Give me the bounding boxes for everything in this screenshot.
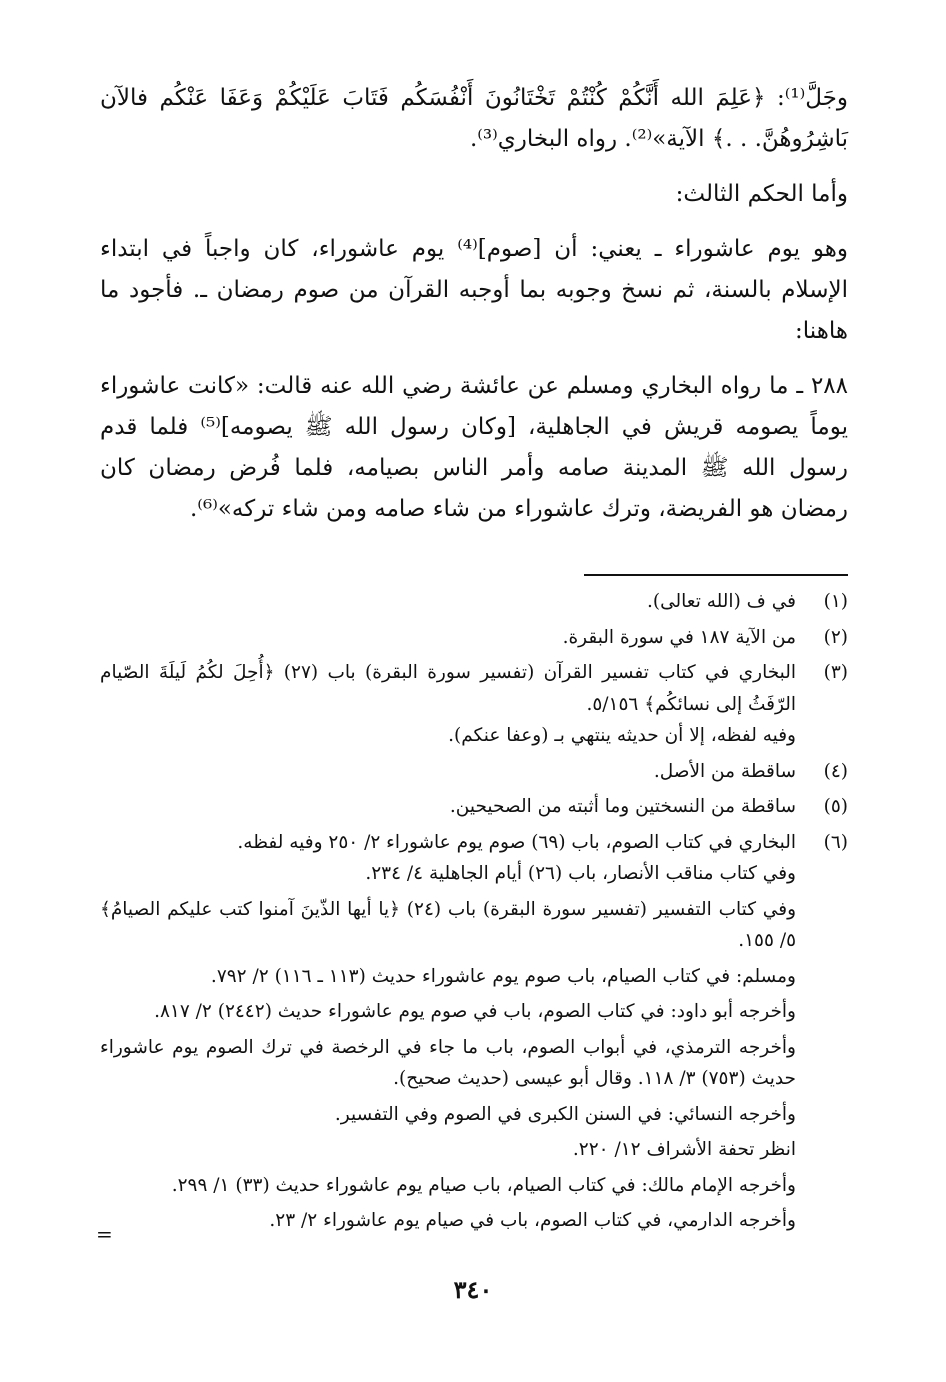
footnote-text: ساقطة من النسختين وما أثبته من الصحيحين. xyxy=(449,796,796,817)
footnote-number: (٣) xyxy=(823,662,848,683)
footnote-5 xyxy=(100,791,848,823)
footnote-continuation: وأخرجه النسائي: في السنن الكبرى في الصوم وفي التفسير. xyxy=(334,1103,796,1125)
paragraph-ashura-ruling: وهو يوم عاشوراء ـ يعني: أن [صوم]⁽⁴⁾ يوم عاشوراء، كان واجباً في ابتداء الإسلام بالسنة، ثم نسخ وجوبه بما أوجبه القرآن من صوم رمضان ـ. فأجود ما هاهنا: xyxy=(100,236,848,344)
footnote-number: (٢) xyxy=(823,626,848,648)
footnote-continuation: وأخرجه الدارمي، في كتاب الصوم، باب في صيام يوم عاشوراء ٢/ ٢٣. xyxy=(269,1210,796,1231)
footnote-text: في ف (الله تعالى). xyxy=(647,591,796,612)
footnote-text: البخاري في كتاب تفسير القرآن (تفسير سورة البقرة) باب (٢٧) ﴿أُحِلَ لكُمُ لَيلَةَ الصّيام الرّفَثُ إلى نسائكُم﴾ ٥/١٥٦. xyxy=(100,662,797,715)
footnote-text: وفي كتاب مناقب الأنصار، باب (٢٦) أيام الجاهلية ٤/ ٢٣٤. xyxy=(365,863,796,884)
footnote-6 xyxy=(100,827,848,890)
footnote-divider xyxy=(584,574,848,576)
footnote-number: (٤) xyxy=(823,760,848,782)
footnote-text: وفيه لفظه، إلا أن حديثه ينتهي بـ (وعفا عنكم). xyxy=(448,725,796,746)
footnotes xyxy=(100,586,848,1241)
footnote-continuation: ومسلم: في كتاب الصيام، باب صوم يوم عاشوراء حديث (١١٣ ـ ١١٦) ٢/ ٧٩٢. xyxy=(210,965,796,987)
page-number: ٣٤٠ xyxy=(453,1275,493,1304)
footnote-number: (٦) xyxy=(823,831,848,853)
paragraph-quran-verse: وجَلَّ⁽¹⁾: ﴿عَلِمَ الله أَنَّكُمْ كُنْتُمْ تَخْتَانُونَ أَنْفُسَكُم فَتَابَ عَلَيْكُمْ وَعَفَا عَنْكُم فالآن بَاشِرُوهُنَّ. . .﴾ الآية»⁽²⁾. رواه البخاري⁽³⁾. xyxy=(100,85,848,152)
continuation-mark: = xyxy=(96,1222,113,1246)
footnote-continuation: انظر تحفة الأشراف ١٢/ ٢٢٠. xyxy=(572,1139,796,1160)
footnote-continuation: وفي كتاب التفسير (تفسير سورة البقرة) باب (٢٤) ﴿يا أيها الذّينَ آمنوا كتب عليكم الصيامُ﴾ ٥/ ١٥٥. xyxy=(100,898,796,951)
footnote-1 xyxy=(100,586,848,618)
footnote-number: (٥) xyxy=(823,796,848,817)
footnote-continuation: وأخرجه الترمذي، في أبواب الصوم، باب ما جاء في الرخصة في ترك الصوم يوم عاشوراء حديث (٧٥٣) ٣/ ١١٨. وقال أبو عيسى (حديث صحيح). xyxy=(100,1036,796,1089)
footnote-text: من الآية ١٨٧ في سورة البقرة. xyxy=(562,626,796,648)
main-text xyxy=(100,78,848,544)
footnote-text: البخاري في كتاب الصوم، باب (٦٩) صوم يوم عاشوراء ٢/ ٢٥٠ وفيه لفظه. xyxy=(237,831,796,853)
footnote-4 xyxy=(100,756,848,788)
footnote-number: (١) xyxy=(823,591,848,612)
footnote-text: ساقطة من الأصل. xyxy=(653,760,796,782)
footnote-2 xyxy=(100,622,848,654)
paragraph-hadith-288: ٢٨٨ ـ ما رواه البخاري ومسلم عن عائشة رضي الله عنه قالت: «كانت عاشوراء يوماً يصومه قريش في الجاهلية، [وكان رسول الله ﷺ يصومه]⁽⁵⁾ فلما قدم رسول الله ﷺ المدينة صامه وأمر الناس بصيامه، فلما فُرض رمضان كان رمضان هو الفريضة، وترك عاشوراء من شاء صامه ومن شاء تركه»⁽⁶⁾. xyxy=(100,373,848,522)
footnote-3 xyxy=(100,657,848,752)
paragraph-third-ruling-heading: وأما الحكم الثالث: xyxy=(675,181,848,207)
footnote-continuation: وأخرجه الإمام مالك: في كتاب الصيام، باب صيام يوم عاشوراء حديث (٣٣) ١/ ٢٩٩. xyxy=(171,1174,796,1196)
footnote-continuation: وأخرجه أبو داود: في كتاب الصوم، باب في صوم يوم عاشوراء حديث (٢٤٤٢) ٢/ ٨١٧. xyxy=(154,1001,796,1022)
